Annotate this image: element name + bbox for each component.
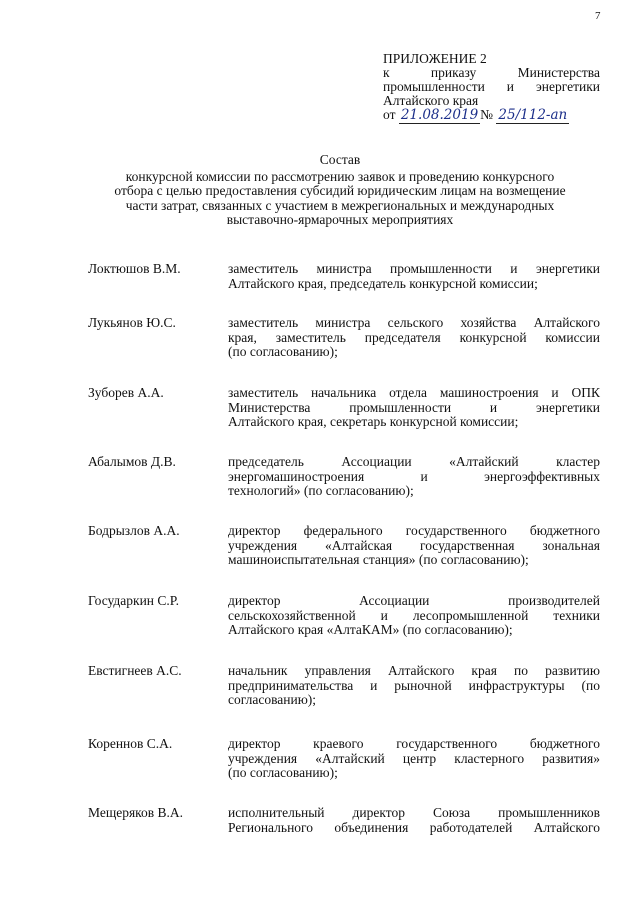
member-name: Зуборев А.А.: [88, 385, 164, 400]
role-line: предпринимательства и рыночной инфраструктуры (по: [228, 677, 600, 693]
role-line: (по согласованию);: [228, 344, 338, 359]
member-name: Локтюшов В.М.: [88, 261, 181, 276]
member-name: Лукьянов Ю.С.: [88, 315, 176, 330]
role-line: директор федерального государственного бюджетного: [228, 523, 600, 538]
member-role: [228, 262, 600, 291]
appendix-date-line: [383, 108, 600, 122]
role-line: заместитель министра сельского хозяйства Алтайского: [228, 315, 600, 330]
role-line: (по согласованию);: [228, 765, 338, 780]
member-name: Евстигнеев А.С.: [88, 663, 182, 678]
member-role: [228, 806, 600, 835]
title-line: выставочно-ярмарочных мероприятиях: [226, 212, 454, 227]
member-name: Абалымов Д.В.: [88, 454, 176, 469]
role-line: исполнительный директор Союза промышленников: [228, 805, 600, 820]
role-line: согласованию);: [228, 692, 317, 707]
appendix-ministry-line: промышленности и энергетики: [383, 79, 600, 94]
role-line: края, заместитель председателя конкурсной комиссии: [228, 329, 600, 345]
member-name: Кореннов С.А.: [88, 736, 173, 751]
role-line: технологий» (по согласованию);: [228, 483, 414, 498]
role-line: Алтайского края, председатель конкурсной комиссии;: [228, 275, 538, 291]
role-line: директор Ассоциации производителей: [228, 593, 600, 608]
member-name: Мещеряков В.А.: [88, 805, 184, 820]
member-role: [228, 594, 600, 638]
appendix-order-line: к приказу Министерства: [383, 65, 600, 80]
member-role: [228, 455, 600, 499]
document-title: [80, 153, 600, 228]
role-line: учреждения «Алтайский центр кластерного развития»: [228, 750, 600, 766]
role-line: заместитель начальника отдела машиностроения и ОПК: [228, 385, 600, 400]
handwritten-date: 21.08.2019: [400, 107, 479, 123]
member-role: [228, 386, 600, 430]
role-line: директор краевого государственного бюджетного: [228, 736, 600, 751]
appendix-header: [383, 52, 600, 122]
member-role: [228, 524, 600, 568]
member-name: Бодрызлов А.А.: [88, 523, 180, 538]
role-line: начальник управления Алтайского края по развитию: [228, 663, 600, 678]
handwritten-order-number: 25/112-ап: [498, 107, 568, 123]
member-role: [228, 664, 600, 708]
role-line: энергомашиностроения и энергоэффективных: [228, 468, 600, 484]
role-line: сельскохозяйственной и лесопромышленной техники: [228, 607, 600, 623]
date-prefix: от: [383, 107, 396, 122]
title-line: части затрат, связанных с участием в межрегиональных и международных: [125, 197, 555, 213]
role-line: Алтайского края, секретарь конкурсной комиссии;: [228, 414, 519, 429]
appendix-region-line: Алтайского края: [383, 93, 479, 108]
title-line: отбора с целью предоставления субсидий юридическим лицам на возмещение: [114, 183, 566, 198]
role-line: Регионального объединения работодателей Алтайского: [228, 819, 600, 835]
role-line: учреждения «Алтайская государственная зональная: [228, 537, 600, 553]
role-line: Алтайского края «АлтаКАМ» (по согласованию);: [228, 622, 513, 637]
member-name: Государкин С.Р.: [88, 593, 179, 608]
role-line: председатель Ассоциации «Алтайский кластер: [228, 454, 600, 469]
member-role: [228, 316, 600, 360]
role-line: заместитель министра промышленности и энергетики: [228, 261, 600, 276]
page-number: 7: [595, 10, 601, 22]
title-word: Состав: [319, 152, 361, 167]
number-prefix: №: [480, 107, 494, 122]
appendix-title: ПРИЛОЖЕНИЕ 2: [383, 51, 487, 66]
role-line: машиноиспытательная станция» (по согласованию);: [228, 552, 529, 567]
member-role: [228, 737, 600, 781]
role-line: Министерства промышленности и энергетики: [228, 399, 600, 415]
title-line: конкурсной комиссии по рассмотрению заявок и проведению конкурсного: [125, 168, 555, 184]
